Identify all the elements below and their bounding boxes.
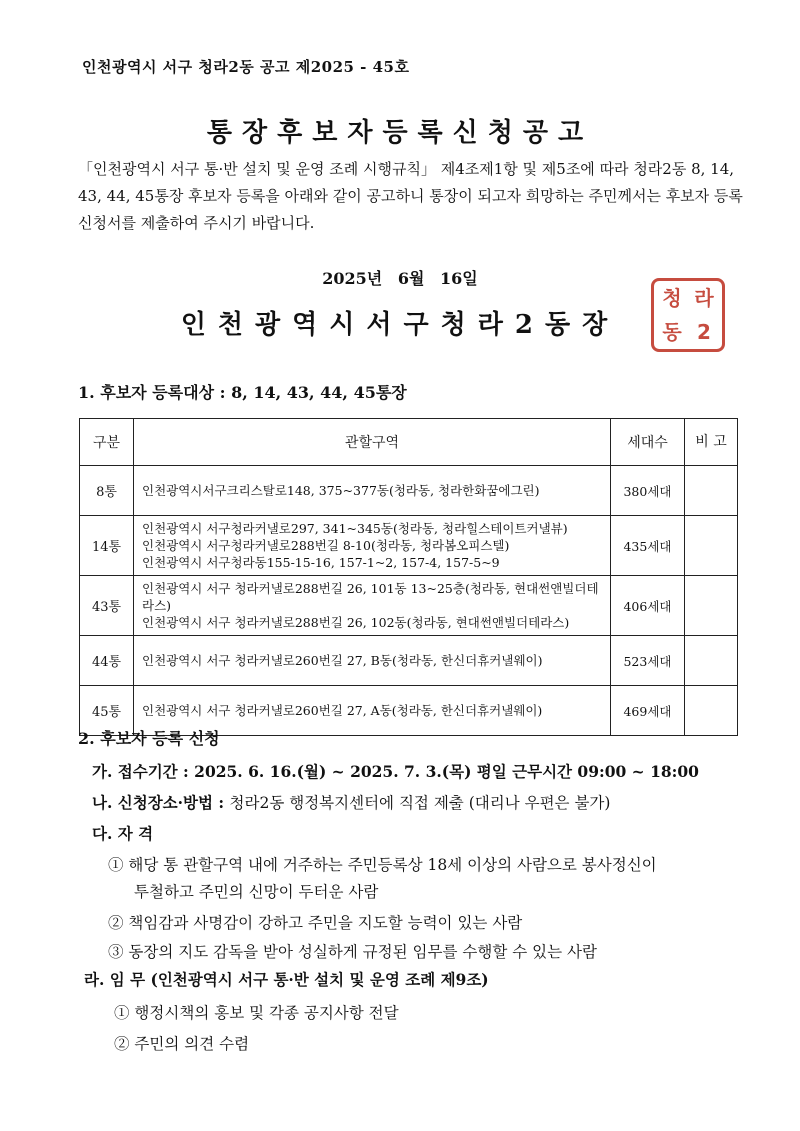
household-count: 469세대 (611, 686, 685, 736)
tong-number: 8통 (80, 466, 134, 516)
duty-item: ① 행정시책의 홍보 및 각종 공지사항 전달 (114, 1004, 399, 1022)
jurisdiction-cell: 인천광역시서구크리스탈로148, 375~377동(청라동, 청라한화꿈에그린) (134, 466, 611, 516)
jurisdiction-cell: 인천광역시 서구 청라커낼로260번길 27, A동(청라동, 한신더휴커낼웨이) (134, 686, 611, 736)
remark-cell (685, 516, 738, 576)
household-count: 435세대 (611, 516, 685, 576)
jurisdiction-cell: 인천광역시 서구 청라커낼로260번길 27, B동(청라동, 한신더휴커낼웨이) (134, 636, 611, 686)
notice-date: 2025년 6월 16일 (322, 269, 478, 288)
household-count: 380세대 (611, 466, 685, 516)
remark-cell (685, 466, 738, 516)
application-place (92, 791, 610, 813)
application-place-label: 나. 신청장소·방법 : (92, 793, 230, 812)
duty-heading: 라. 임 무 (인천광역시 서구 통·반 설치 및 운영 조례 제9조) (84, 970, 489, 989)
application-period: 가. 접수기간 : 2025. 6. 16.(월) ~ 2025. 7. 3.(목) 평일 근무시간 09:00 ~ 18:00 (92, 762, 699, 781)
remark-cell (685, 636, 738, 686)
jurisdiction-table (79, 418, 738, 736)
qualification-item: ③ 동장의 지도 감독을 받아 성실하게 규정된 임무를 수행할 수 있는 사람 (108, 943, 597, 961)
section-1-heading: 1. 후보자 등록대상 : 8, 14, 43, 44, 45통장 (78, 383, 407, 402)
header-category: 구분 (80, 419, 134, 466)
table-row (80, 576, 738, 636)
duty-item: ② 주민의 의견 수렴 (114, 1035, 250, 1053)
header-remarks: 비 고 (685, 419, 738, 466)
remark-cell (685, 576, 738, 636)
tong-number: 14통 (80, 516, 134, 576)
tong-number: 45통 (80, 686, 134, 736)
table-row (80, 516, 738, 576)
table-row (80, 636, 738, 686)
official-seal: 청 라 동 2 (651, 278, 725, 352)
qualification-item: ② 책임감과 사명감이 강하고 주민을 지도할 능력이 있는 사람 (108, 914, 523, 932)
qualification-heading: 다. 자 격 (92, 824, 154, 843)
qualification-item-continued: 투철하고 주민의 신망이 두터운 사람 (134, 883, 379, 901)
intro-paragraph: 「인천광역시 서구 통·반 설치 및 운영 조례 시행규칙」 제4조제1항 및 제5조에 따라 청라2동 8, 14, 43, 44, 45통장 후보자 등록을 아래와 같이 공고하니 통장이 되고자 희망하는 주민께서는 후보자 등록신청서를 제출하여 주시기 바랍니다. (78, 160, 743, 232)
jurisdiction-cell: 인천광역시 서구청라커낼로297, 341~345동(청라동, 청라힐스테이트커낼뷰) 인천광역시 서구청라커낼로288번길 8-10(청라동, 청라봄오피스텔) 인천광역시 서구청라동155-15-16, 157-1~2, 157-4, 157-5~9 (134, 516, 611, 576)
issuing-organization: 인천광역시서구청라2동장 (180, 310, 620, 340)
application-place-value: 청라2동 행정복지센터에 직접 제출 (대리나 우편은 불가) (229, 794, 611, 812)
remark-cell (685, 686, 738, 736)
tong-number: 44통 (80, 636, 134, 686)
table-row (80, 466, 738, 516)
jurisdiction-cell: 인천광역시 서구 청라커낼로288번길 26, 101동 13~25층(청라동, 현대썬앤빌더테라스) 인천광역시 서구 청라커낼로288번길 26, 102동(청라동, 현대썬앤빌더테라스) (134, 576, 611, 636)
qualification-item: ① 해당 통 관할구역 내에 거주하는 주민등록상 18세 이상의 사람으로 봉사정신이 (108, 856, 657, 874)
notice-number: 인천광역시 서구 청라2동 공고 제2025 - 45호 (82, 58, 410, 76)
tong-number: 43통 (80, 576, 134, 636)
table-header-row (80, 419, 738, 466)
notice-title: 통장후보자등록신청공고 (206, 118, 594, 148)
household-count: 523세대 (611, 636, 685, 686)
section-2-heading: 2. 후보자 등록 신청 (78, 729, 220, 748)
header-households: 세대수 (611, 419, 685, 466)
household-count: 406세대 (611, 576, 685, 636)
header-jurisdiction: 관할구역 (134, 419, 611, 466)
